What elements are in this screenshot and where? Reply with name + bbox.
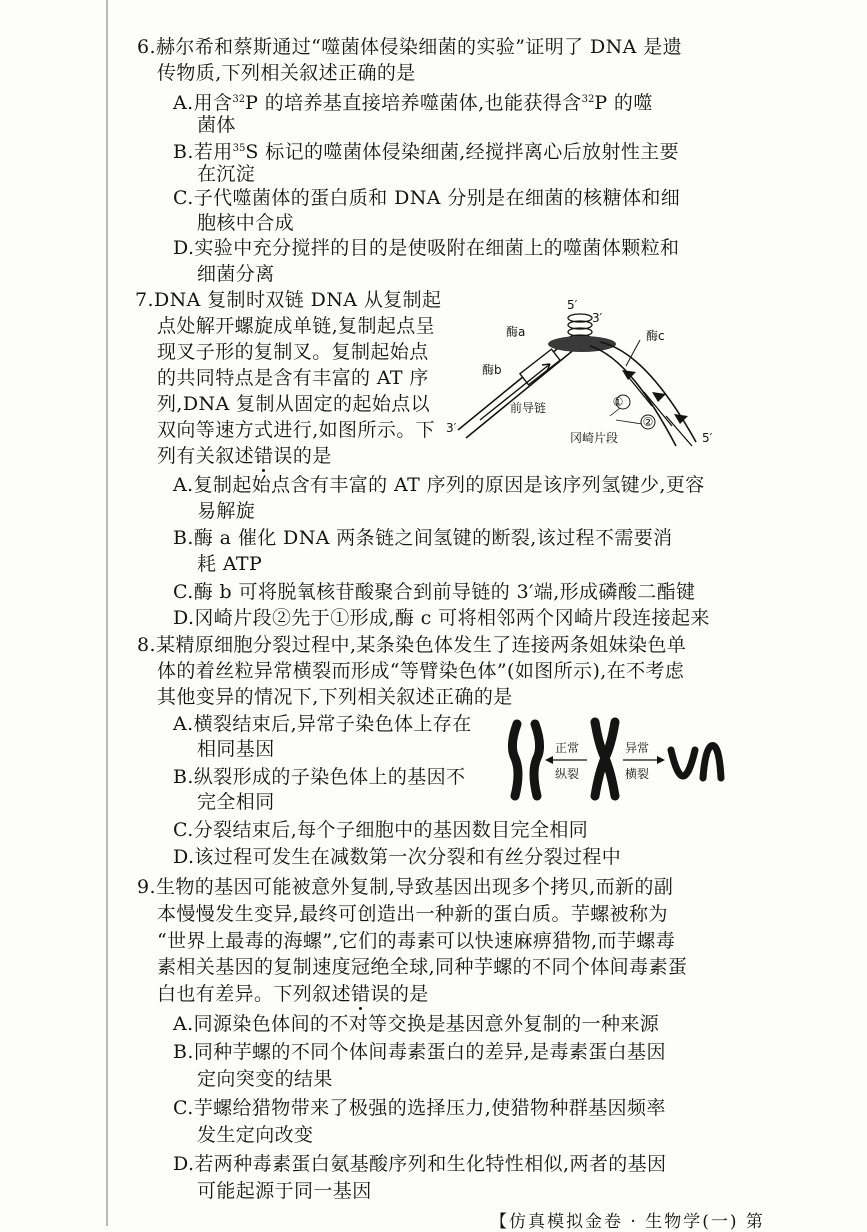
question-9-option-a: A.同源染色体间的不对等交换是基因意外复制的一种来源: [173, 1013, 660, 1035]
question-9-option-c: C.芋螺给猎物带来了极强的选择压力,使猎物种群基因频率: [173, 1097, 666, 1119]
question-8-stem-line-3: 其他变异的情况下,下列相关叙述正确的是: [157, 686, 513, 708]
label-leading-strand: 前导链: [510, 401, 547, 415]
question-9-option-d: D.若两种毒素蛋白氨基酸序列和生化特性相似,两者的基因: [173, 1153, 667, 1175]
question-6-option-a-cont: 菌体: [197, 114, 236, 136]
question-8-option-d: D.该过程可发生在减数第一次分裂和有丝分裂过程中: [173, 846, 622, 868]
question-9-option-c-cont: 发生定向改变: [197, 1124, 314, 1146]
label-3prime-left: 3′: [446, 421, 457, 435]
question-6-option-d-cont: 细菌分离: [197, 263, 275, 285]
question-9-stem-line-4: 素相关基因的复制速度冠绝全球,同种芋螺的不同个体间毒素蛋: [157, 956, 688, 978]
daughter-chromosomes-normal: [512, 724, 539, 796]
label-transverse-split: 横裂: [625, 767, 650, 781]
question-6-number: 6.: [137, 36, 156, 58]
question-7-option-d: D.冈崎片段②先于①形成,酶 c 可将相邻两个冈崎片段连接起来: [173, 607, 710, 629]
question-9-option-b: B.同种芋螺的不同个体间毒素蛋白的差异,是毒素蛋白基因: [173, 1041, 666, 1063]
label-okazaki-fragment: 冈崎片段: [570, 431, 619, 445]
label-5prime-top: 5′: [567, 298, 578, 312]
label-5prime-right: 5′: [702, 431, 713, 445]
question-8-number: 8.: [137, 634, 156, 656]
question-9-stem-line-1: 9.生物的基因可能被意外复制,导致基因出现多个拷贝,而新的副: [137, 876, 674, 898]
daughter-chromosomes-abnormal: [671, 746, 721, 778]
page-footer: 【仿真模拟金卷 · 生物学(一) 第: [490, 1212, 765, 1232]
question-6-option-a: A.用含$^{32}$P 的培养基直接培养噬菌体,也能获得含$^{32}$P 的噬: [173, 92, 653, 114]
question-6-option-c-cont: 胞核中合成: [197, 212, 295, 234]
label-circled-1: ①: [612, 395, 624, 409]
question-8-option-c: C.分裂结束后,每个子细胞中的基因数目完全相同: [173, 819, 589, 841]
question-6-option-d: D.实验中充分搅拌的目的是使吸附在细菌上的噬菌体颗粒和: [173, 237, 680, 259]
question-8-option-b-cont: 完全相同: [197, 791, 275, 813]
question-7-option-b-cont: 耗 ATP: [197, 553, 263, 575]
question-8-option-b: B.纵裂形成的子染色体上的基因不: [173, 766, 466, 788]
question-8-stem-line-1: 8.某精原细胞分裂过程中,某条染色体发生了连接两条姐妹染色单: [137, 634, 687, 656]
label-circled-2: ②: [642, 415, 654, 429]
question-8-option-a-cont: 相同基因: [197, 738, 275, 760]
question-7-stem-line-3: 现叉子形的复制叉。复制起始点: [157, 341, 429, 363]
question-8-option-a: A.横裂结束后,异常子染色体上存在: [173, 713, 472, 735]
question-8-stem-line-2: 体的着丝粒异常横裂而形成“等臂染色体”(如图所示),在不考虑: [157, 660, 685, 682]
question-6-option-c: C.子代噬菌体的蛋白质和 DNA 分别是在细菌的核糖体和细: [173, 187, 681, 209]
dna-replication-fork-figure: [440, 296, 730, 456]
label-normal: 正常: [555, 741, 580, 755]
question-6-stem-line-2: 传物质,下列相关叙述正确的是: [157, 62, 416, 84]
question-9-number: 9.: [137, 876, 156, 898]
question-9-option-b-cont: 定向突变的结果: [197, 1068, 333, 1090]
question-7-stem-line-6: 双向等速方式进行,如图所示。下: [157, 419, 436, 441]
question-7-stem-line-7: 列有关叙述错误的是: [157, 445, 332, 467]
label-longitudinal-split: 纵裂: [555, 767, 580, 781]
question-9-stem-line-2: 本慢慢发生变异,最终可创造出一种新的蛋白质。芋螺被称为: [157, 903, 668, 925]
question-7-stem-line-1: 7.DNA 复制时双链 DNA 从复制起: [135, 289, 442, 311]
question-9-stem-line-5: 白也有差异。下列叙述错误的是: [157, 983, 429, 1005]
label-abnormal: 异常: [625, 741, 650, 755]
label-3prime-top: 3′: [592, 311, 603, 325]
question-7-option-c: C.酶 b 可将脱氧核苷酸聚合到前导链的 3′端,形成磷酸二酯键: [173, 581, 696, 603]
question-9-option-d-cont: 可能起源于同一基因: [197, 1180, 372, 1202]
question-7-stem-line-2: 点处解开螺旋成单链,复制起点呈: [157, 315, 436, 337]
label-enzyme-c: 酶c: [646, 329, 665, 343]
question-6-option-b-cont: 在沉淀: [197, 163, 256, 185]
question-7-option-b: B.酶 a 催化 DNA 两条链之间氢键的断裂,该过程不需要消: [173, 527, 673, 549]
label-enzyme-a: 酶a: [506, 325, 526, 339]
question-6-option-b: B.若用$^{35}$S 标记的噬菌体侵染细菌,经搅拌离心后放射性主要: [173, 141, 680, 163]
question-7-stem-line-4: 的共同特点是含有丰富的 AT 序: [157, 367, 429, 389]
label-enzyme-b: 酶b: [482, 363, 502, 377]
question-6-stem-line-1: 6.赫尔希和蔡斯通过“噬菌体侵染细菌的实验”证明了 DNA 是遗: [137, 36, 683, 58]
emphasis-mark: 错: [254, 445, 274, 467]
question-7-option-a: A.复制起始点含有丰富的 AT 序列的原因是该序列氢键少,更容: [173, 474, 705, 496]
question-7-option-a-cont: 易解旋: [197, 500, 256, 522]
question-7-number: 7.: [135, 289, 154, 311]
emphasis-mark: 错: [351, 983, 371, 1005]
isochromosome-figure: [505, 716, 730, 808]
question-7-stem-line-5: 列,DNA 复制从固定的起始点以: [157, 393, 431, 415]
enzyme-b-box: [520, 349, 560, 385]
question-9-stem-line-3: “世界上最毒的海螺”,它们的毒素可以快速麻痹猎物,而芋螺毒: [157, 930, 676, 952]
chromosome-x: [595, 722, 615, 796]
page-edge: [106, 0, 108, 1226]
